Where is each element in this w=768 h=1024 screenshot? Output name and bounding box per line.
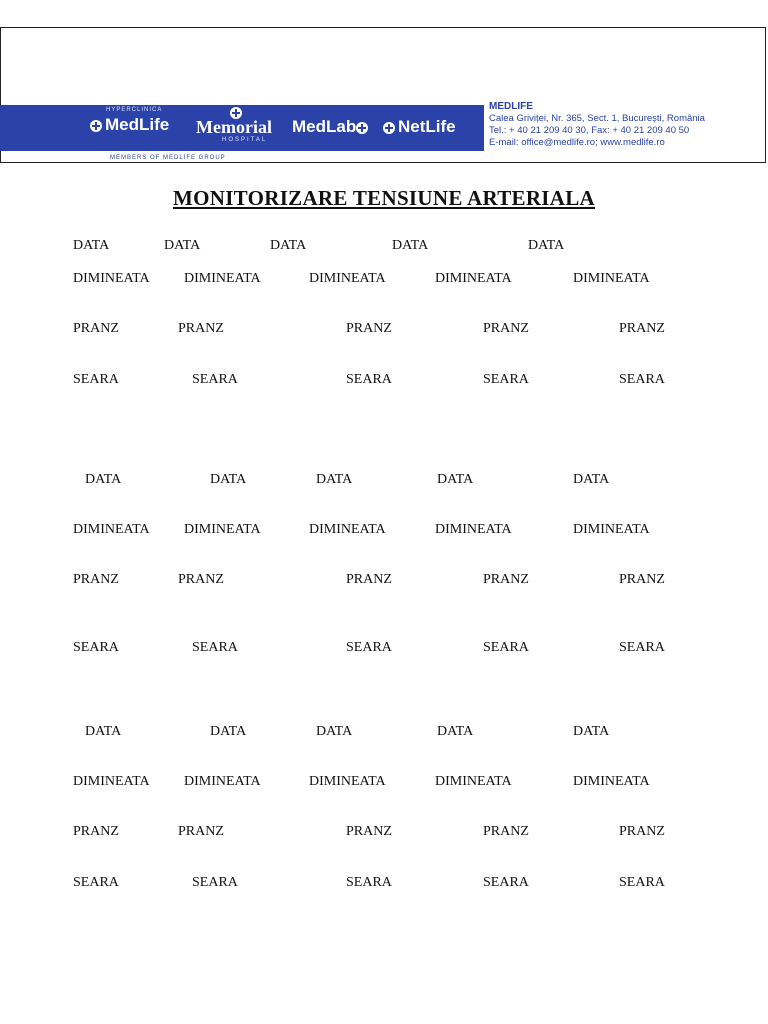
date-label: DATA <box>528 238 565 253</box>
evening-label: SEARA <box>483 875 529 890</box>
noon-label: PRANZ <box>178 824 224 839</box>
evening-label: SEARA <box>192 372 238 387</box>
noon-label: PRANZ <box>73 321 119 336</box>
hyperclinica-label: HYPERCLINICA <box>106 107 163 113</box>
date-label: DATA <box>85 472 122 487</box>
evening-label: SEARA <box>346 640 392 655</box>
noon-label: PRANZ <box>346 321 392 336</box>
morning-label: DIMINEATA <box>184 271 261 286</box>
medlife-logo <box>90 115 169 135</box>
hospital-label: HOSPITAL <box>222 137 268 143</box>
morning-label: DIMINEATA <box>573 271 650 286</box>
date-label: DATA <box>316 724 353 739</box>
noon-label: PRANZ <box>178 321 224 336</box>
contact-phone: Tel.: + 40 21 209 40 30, Fax: + 40 21 209 40 50 <box>489 125 690 136</box>
morning-label: DIMINEATA <box>309 774 386 789</box>
morning-label: DIMINEATA <box>309 271 386 286</box>
noon-label: PRANZ <box>73 572 119 587</box>
evening-label: SEARA <box>73 372 119 387</box>
medical-cross-icon <box>90 120 102 132</box>
evening-label: SEARA <box>73 875 119 890</box>
netlife-logo-text: NetLife <box>398 117 456 136</box>
date-label: DATA <box>573 724 610 739</box>
contact-company: MEDLIFE <box>489 101 533 112</box>
noon-label: PRANZ <box>619 321 665 336</box>
evening-label: SEARA <box>73 640 119 655</box>
medical-cross-icon <box>383 122 395 134</box>
medlab-logo-text: MedLab <box>292 117 357 136</box>
evening-label: SEARA <box>192 640 238 655</box>
contact-email: E-mail: office@medlife.ro; www.medlife.ro <box>489 137 665 148</box>
date-label: DATA <box>164 238 201 253</box>
medlab-logo <box>292 117 371 137</box>
netlife-logo <box>383 117 456 137</box>
evening-label: SEARA <box>619 372 665 387</box>
morning-label: DIMINEATA <box>73 774 150 789</box>
medlife-logo-text: MedLife <box>105 115 170 134</box>
letterhead-banner <box>0 101 768 161</box>
noon-label: PRANZ <box>619 824 665 839</box>
morning-label: DIMINEATA <box>573 774 650 789</box>
morning-label: DIMINEATA <box>435 522 512 537</box>
evening-label: SEARA <box>619 640 665 655</box>
noon-label: PRANZ <box>346 824 392 839</box>
memorial-logo: Memorial <box>196 117 272 137</box>
date-label: DATA <box>437 472 474 487</box>
morning-label: DIMINEATA <box>73 271 150 286</box>
evening-label: SEARA <box>192 875 238 890</box>
noon-label: PRANZ <box>619 572 665 587</box>
morning-label: DIMINEATA <box>184 774 261 789</box>
evening-label: SEARA <box>483 640 529 655</box>
noon-label: PRANZ <box>73 824 119 839</box>
morning-label: DIMINEATA <box>309 522 386 537</box>
date-label: DATA <box>270 238 307 253</box>
date-label: DATA <box>392 238 429 253</box>
date-label: DATA <box>316 472 353 487</box>
noon-label: PRANZ <box>483 572 529 587</box>
contact-block <box>489 101 705 149</box>
evening-label: SEARA <box>483 372 529 387</box>
noon-label: PRANZ <box>483 824 529 839</box>
evening-label: SEARA <box>346 372 392 387</box>
members-tagline: MEMBERS OF MEDLIFE GROUP <box>110 155 226 161</box>
date-label: DATA <box>73 238 110 253</box>
date-label: DATA <box>210 724 247 739</box>
morning-label: DIMINEATA <box>73 522 150 537</box>
morning-label: DIMINEATA <box>435 774 512 789</box>
evening-label: SEARA <box>346 875 392 890</box>
evening-label: SEARA <box>619 875 665 890</box>
date-label: DATA <box>210 472 247 487</box>
date-label: DATA <box>573 472 610 487</box>
page-title: MONITORIZARE TENSIUNE ARTERIALA <box>172 186 596 210</box>
morning-label: DIMINEATA <box>573 522 650 537</box>
contact-address: Calea Griviței, Nr. 365, Sect. 1, București, România <box>489 113 705 124</box>
date-label: DATA <box>437 724 474 739</box>
morning-label: DIMINEATA <box>435 271 512 286</box>
medical-cross-icon <box>356 122 368 134</box>
noon-label: PRANZ <box>346 572 392 587</box>
morning-label: DIMINEATA <box>184 522 261 537</box>
date-label: DATA <box>85 724 122 739</box>
noon-label: PRANZ <box>483 321 529 336</box>
noon-label: PRANZ <box>178 572 224 587</box>
